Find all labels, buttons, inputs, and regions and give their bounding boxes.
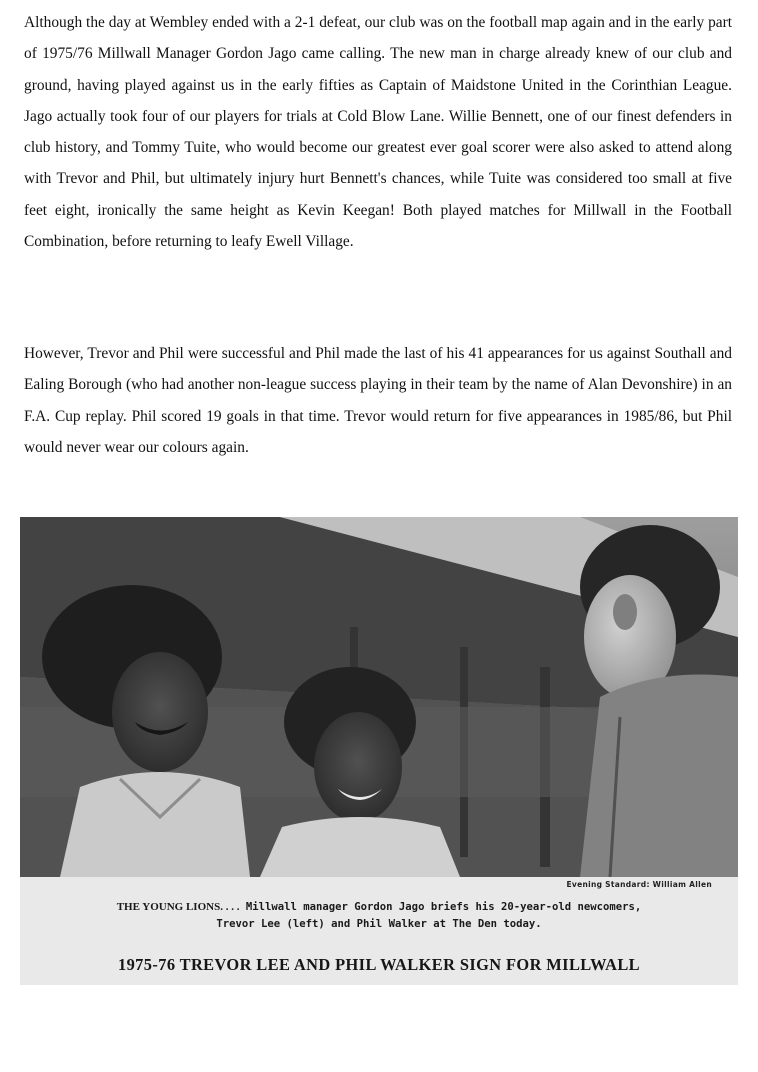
caption-line-1 [20,899,738,916]
clipping-headline: 1975-76 TREVOR LEE AND PHIL WALKER SIGN FOR MILLWALL [117,955,640,974]
caption-line-2: Trevor Lee (left) and Phil Walker at The Den today. [216,918,542,930]
photo-caption [20,899,738,933]
photo-credit: Evening Standard: William Allen [566,880,712,889]
photo-illustration [20,517,738,877]
caption-lead: THE YOUNG LIONS. . . . [116,901,240,913]
newspaper-photo [20,517,738,877]
caption-text-1: Millwall manager Gordon Jago briefs his 20-year-old newcomers, [245,901,642,913]
body-paragraph-1: Although the day at Wembley ended with a 2-1 defeat, our club was on the football map again and in the early part of 1975/76 Millwall Manager Gordon Jago came calling. The new man in charge already knew of our club and ground, having played against us in the early fifties as Captain of Maidstone United in the Corinthian League. Jago actually took four of our players for trials at Cold Blow Lane. Willie Bennett, one of our finest defenders in club history, and Tommy Tuite, who would become our greatest ever goal scorer were also asked to attend along with Trevor and Phil, but ultimately injury hurt Bennett's chances, while Tuite was considered too small at five feet eight, ironically the same height as Kevin Keegan! Both played matches for Millwall in the Football Combination, before returning to leafy Ewell Village. [24,14,732,251]
body-paragraph-2: However, Trevor and Phil were successful and Phil made the last of his 41 appearances for us against Southall and Ealing Borough (who had another non-league success playing in their team by the name of Alan Devonshire) in an F.A. Cup replay. Phil scored 19 goals in that time. Trevor would return for five appearances in 1985/86, but Phil would never wear our colours again. [24,345,732,456]
newspaper-clipping [20,517,738,985]
